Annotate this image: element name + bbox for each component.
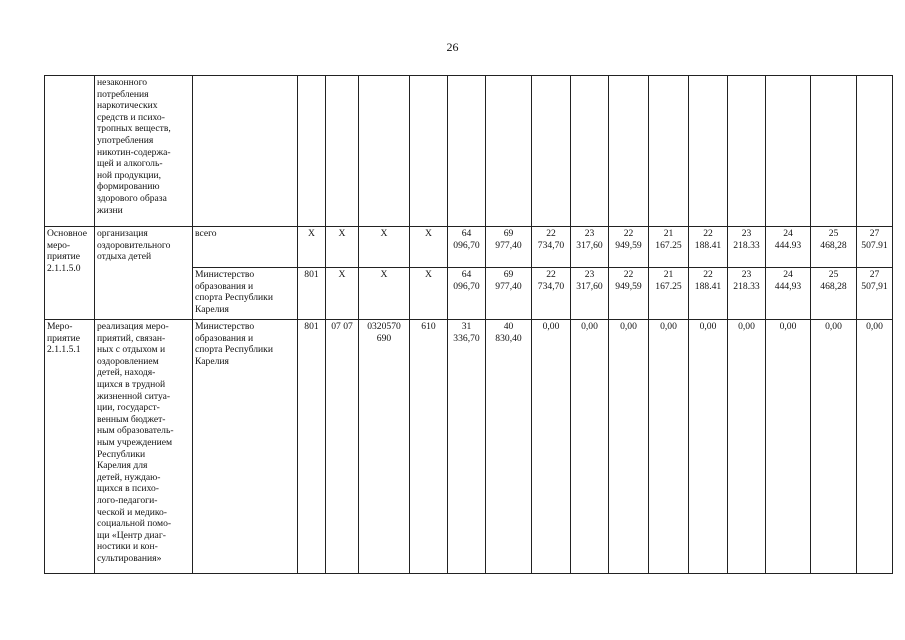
value-cell: 22 188.41: [689, 268, 728, 320]
value-cell: 21 167.25: [649, 227, 689, 268]
value-cell: 0,00: [571, 320, 609, 574]
vr-cell: [410, 76, 448, 227]
value-cell: 64 096,70: [448, 268, 486, 320]
rzpr-cell: 07 07: [326, 320, 359, 574]
value-cell: 0,00: [766, 320, 811, 574]
value-cell: 23 317,60: [571, 227, 609, 268]
value-cell: [571, 76, 609, 227]
value-cell: 22 949,59: [609, 227, 649, 268]
vr-cell: Х: [410, 227, 448, 268]
value-cell: 40 830,40: [486, 320, 532, 574]
value-cell: 23 317,60: [571, 268, 609, 320]
value-cell: 22 734,70: [532, 268, 571, 320]
value-cell: 22 188.41: [689, 227, 728, 268]
label-cell: Меро- приятие 2.1.1.5.1: [45, 320, 95, 574]
name-cell: организация оздоровительного отдыха детей: [95, 227, 193, 320]
value-cell: [766, 76, 811, 227]
executor-cell: Министерство образования и спорта Республики Карелия: [193, 268, 298, 320]
grbs-cell: [298, 76, 326, 227]
value-cell: 0,00: [857, 320, 893, 574]
executor-cell: всего: [193, 227, 298, 268]
table-row: [45, 76, 893, 227]
value-cell: 25 468,28: [811, 227, 857, 268]
vr-cell: 610: [410, 320, 448, 574]
grbs-cell: 801: [298, 268, 326, 320]
value-cell: 0,00: [689, 320, 728, 574]
value-cell: [728, 76, 766, 227]
value-cell: 21 167.25: [649, 268, 689, 320]
vr-cell: Х: [410, 268, 448, 320]
value-cell: 25 468,28: [811, 268, 857, 320]
rzpr-cell: [326, 76, 359, 227]
value-cell: 23 218.33: [728, 227, 766, 268]
value-cell: 27 507,91: [857, 268, 893, 320]
grbs-cell: Х: [298, 227, 326, 268]
table-row: [45, 227, 893, 268]
value-cell: 0,00: [532, 320, 571, 574]
rzpr-cell: Х: [326, 227, 359, 268]
executor-cell: [193, 76, 298, 227]
value-cell: 69 977,40: [486, 268, 532, 320]
grbs-cell: 801: [298, 320, 326, 574]
value-cell: 24 444.93: [766, 227, 811, 268]
value-cell: [649, 76, 689, 227]
rzpr-cell: Х: [326, 268, 359, 320]
value-cell: 24 444,93: [766, 268, 811, 320]
value-cell: 0,00: [609, 320, 649, 574]
value-cell: [811, 76, 857, 227]
csr-cell: Х: [359, 227, 410, 268]
name-cell: реализация меро- приятий, связан- ных с отдыхом и оздоровлением детей, находя- щихся в трудной жизненной ситуа- ции, государст- венным бюджет- ным образователь- ным учреждением Республики Карелия для детей, нуждаю- щихся в психо- лого-педагоги- ческой и медико- социальной помо- щи «Центр диаг- ностики и кон- сультирования»: [95, 320, 193, 574]
value-cell: [532, 76, 571, 227]
budget-table: [44, 75, 893, 574]
value-cell: 31 336,70: [448, 320, 486, 574]
label-cell: Основное меро- приятие 2.1.1.5.0: [45, 227, 95, 320]
csr-cell: Х: [359, 268, 410, 320]
page-number: 26: [446, 40, 459, 54]
value-cell: 0,00: [649, 320, 689, 574]
value-cell: [448, 76, 486, 227]
value-cell: 69 977,40: [486, 227, 532, 268]
value-cell: [857, 76, 893, 227]
value-cell: 0,00: [811, 320, 857, 574]
csr-cell: [359, 76, 410, 227]
executor-cell: Министерство образования и спорта Республики Карелия: [193, 320, 298, 574]
value-cell: 0,00: [728, 320, 766, 574]
value-cell: 22 734,70: [532, 227, 571, 268]
value-cell: 22 949,59: [609, 268, 649, 320]
value-cell: [689, 76, 728, 227]
name-cell: незаконного потребления наркотических средств и психо- тропных веществ, употребления никотин-содержа- щей и алкоголь- ной продукции, формированию здорового образа жизни: [95, 76, 193, 227]
value-cell: 64 096,70: [448, 227, 486, 268]
value-cell: 23 218.33: [728, 268, 766, 320]
value-cell: [609, 76, 649, 227]
table-row: [45, 320, 893, 574]
value-cell: 27 507.91: [857, 227, 893, 268]
label-cell: [45, 76, 95, 227]
csr-cell: 0320570 690: [359, 320, 410, 574]
value-cell: [486, 76, 532, 227]
